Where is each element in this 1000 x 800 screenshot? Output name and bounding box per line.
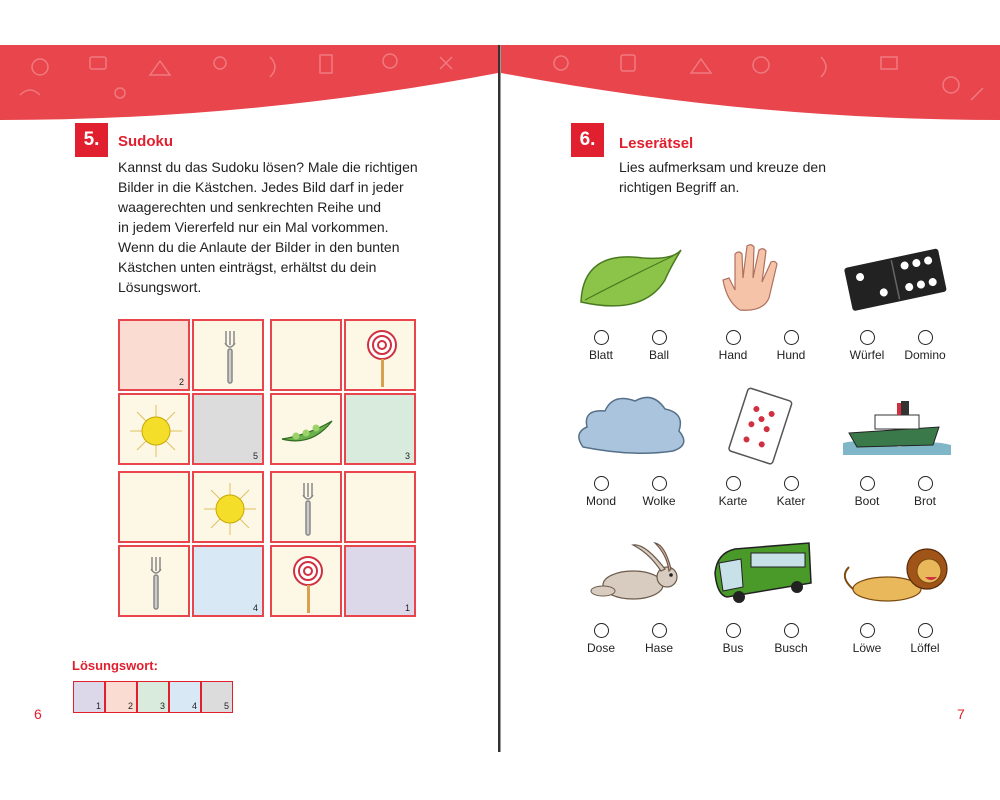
fork-icon: [272, 473, 344, 545]
answer-option[interactable]: [756, 330, 826, 362]
instruction-line: Lies aufmerksam und kreuze den: [619, 159, 826, 175]
sudoku-cell[interactable]: [270, 393, 342, 465]
sudoku-cell[interactable]: [344, 393, 416, 465]
answer-option[interactable]: [624, 330, 694, 362]
answer-label: Karte: [718, 494, 748, 508]
answer-checkbox[interactable]: [918, 623, 933, 638]
domino-icon: [839, 240, 957, 318]
sudoku-cell[interactable]: [270, 319, 342, 391]
cell-number: 3: [404, 451, 410, 461]
quiz-picture: [839, 240, 957, 323]
instruction-line: in jedem Viererfeld nur ein Mal vorkommen.: [118, 219, 389, 235]
answer-label: Mond: [585, 494, 617, 508]
cell-number: 5: [252, 451, 258, 461]
answer-label: Dose: [586, 641, 615, 655]
task-instructions: [118, 157, 418, 297]
solution-box-number: 1: [95, 701, 101, 711]
solution-box-number: 2: [127, 701, 133, 711]
answer-option[interactable]: [890, 476, 960, 508]
answer-label: Blatt: [588, 348, 613, 362]
answer-option[interactable]: [756, 623, 826, 655]
quiz-picture: [705, 387, 823, 470]
solution-box[interactable]: [169, 681, 201, 713]
sudoku-cell[interactable]: [192, 471, 264, 543]
answer-checkbox[interactable]: [918, 330, 933, 345]
answer-label: Bus: [722, 641, 744, 655]
hand-icon: [705, 240, 823, 318]
page-number: 7: [957, 706, 965, 722]
lollipop-icon: [272, 547, 344, 619]
page-number: 6: [34, 706, 42, 722]
instruction-line: Wenn du die Anlaute der Bilder in den bunten: [118, 239, 400, 255]
answer-checkbox[interactable]: [784, 476, 799, 491]
task-instructions: [619, 157, 826, 197]
sudoku-cell[interactable]: [118, 471, 190, 543]
sun-icon: [194, 473, 266, 545]
instruction-line: Kästchen unten einträgst, erhältst du dein: [118, 259, 377, 275]
answer-checkbox[interactable]: [860, 623, 875, 638]
left-page: [0, 45, 499, 752]
cell-number: 1: [404, 603, 410, 613]
answer-checkbox[interactable]: [594, 330, 609, 345]
answer-option[interactable]: [890, 330, 960, 362]
cloud-icon: [573, 387, 691, 465]
answer-option[interactable]: [624, 623, 694, 655]
task-number: 5.: [75, 123, 108, 157]
sudoku-cell[interactable]: [344, 471, 416, 543]
solution-box[interactable]: [201, 681, 233, 713]
instruction-line: Bilder in die Kästchen. Jedes Bild darf in jeder: [118, 179, 404, 195]
quiz-picture: [705, 533, 823, 616]
answer-checkbox[interactable]: [652, 330, 667, 345]
lollipop-icon: [346, 321, 418, 393]
solution-box-number: 4: [191, 701, 197, 711]
answer-label: Boot: [854, 494, 880, 508]
solution-label: Lösungswort:: [72, 658, 158, 673]
sudoku-cell[interactable]: [270, 545, 342, 617]
hare-icon: [573, 533, 691, 611]
instruction-line: Kannst du das Sudoku lösen? Male die richtigen: [118, 159, 418, 175]
quiz-picture: [573, 387, 691, 470]
answer-option[interactable]: [756, 476, 826, 508]
bus-icon: [705, 533, 823, 611]
answer-label: Würfel: [849, 348, 885, 362]
solution-box-number: 3: [159, 701, 165, 711]
answer-label: Hund: [776, 348, 806, 362]
answer-label: Löffel: [910, 641, 940, 655]
answer-label: Löwe: [852, 641, 882, 655]
fork-icon: [194, 321, 266, 393]
answer-label: Kater: [776, 494, 806, 508]
answer-label: Hand: [718, 348, 748, 362]
header-banner: [501, 45, 1000, 125]
right-page: [500, 45, 1000, 752]
solution-box[interactable]: [73, 681, 105, 713]
sudoku-cell[interactable]: [270, 471, 342, 543]
answer-label: Ball: [648, 348, 669, 362]
cell-number: 2: [178, 377, 184, 387]
answer-checkbox[interactable]: [784, 623, 799, 638]
instruction-line: waagerechten und senkrechten Reihe und: [118, 199, 382, 215]
solution-box-number: 5: [223, 701, 229, 711]
sudoku-cell[interactable]: [118, 319, 190, 391]
answer-checkbox[interactable]: [726, 623, 741, 638]
task-title: Sudoku: [118, 133, 173, 150]
answer-label: Brot: [913, 494, 936, 508]
sudoku-cell[interactable]: [118, 545, 190, 617]
answer-label: Busch: [774, 641, 808, 655]
answer-checkbox[interactable]: [594, 623, 609, 638]
quiz-picture: [839, 533, 957, 616]
sudoku-cell[interactable]: [344, 319, 416, 391]
solution-box[interactable]: [137, 681, 169, 713]
sudoku-cell[interactable]: [118, 393, 190, 465]
answer-option[interactable]: [624, 476, 694, 508]
answer-checkbox[interactable]: [860, 330, 875, 345]
answer-checkbox[interactable]: [594, 476, 609, 491]
answer-checkbox[interactable]: [918, 476, 933, 491]
sun-icon: [120, 395, 192, 467]
lion-icon: [839, 533, 957, 611]
header-banner: [0, 45, 498, 125]
cell-number: 4: [252, 603, 258, 613]
instruction-line: richtigen Begriff an.: [619, 179, 740, 195]
answer-label: Domino: [904, 348, 946, 362]
card-icon: [705, 387, 823, 465]
quiz-picture: [839, 387, 957, 470]
solution-box[interactable]: [105, 681, 137, 713]
fork-icon: [120, 547, 192, 619]
answer-checkbox[interactable]: [726, 330, 741, 345]
answer-label: Wolke: [642, 494, 676, 508]
task-title: Leserätsel: [619, 135, 694, 152]
quiz-picture: [573, 240, 691, 323]
answer-checkbox[interactable]: [652, 623, 667, 638]
answer-option[interactable]: [890, 623, 960, 655]
answer-checkbox[interactable]: [652, 476, 667, 491]
answer-checkbox[interactable]: [784, 330, 799, 345]
leaf-icon: [573, 240, 691, 318]
answer-checkbox[interactable]: [726, 476, 741, 491]
pea-icon: [272, 395, 344, 467]
task-number: 6.: [571, 123, 604, 157]
quiz-picture: [705, 240, 823, 323]
sudoku-cell[interactable]: [192, 319, 264, 391]
boat-icon: [839, 387, 957, 465]
sudoku-cell[interactable]: [344, 545, 416, 617]
answer-checkbox[interactable]: [860, 476, 875, 491]
sudoku-cell[interactable]: [192, 393, 264, 465]
instruction-line: Lösungswort.: [118, 279, 202, 295]
quiz-picture: [573, 533, 691, 616]
answer-label: Hase: [644, 641, 673, 655]
sudoku-cell[interactable]: [192, 545, 264, 617]
sudoku-grid: [118, 319, 416, 617]
